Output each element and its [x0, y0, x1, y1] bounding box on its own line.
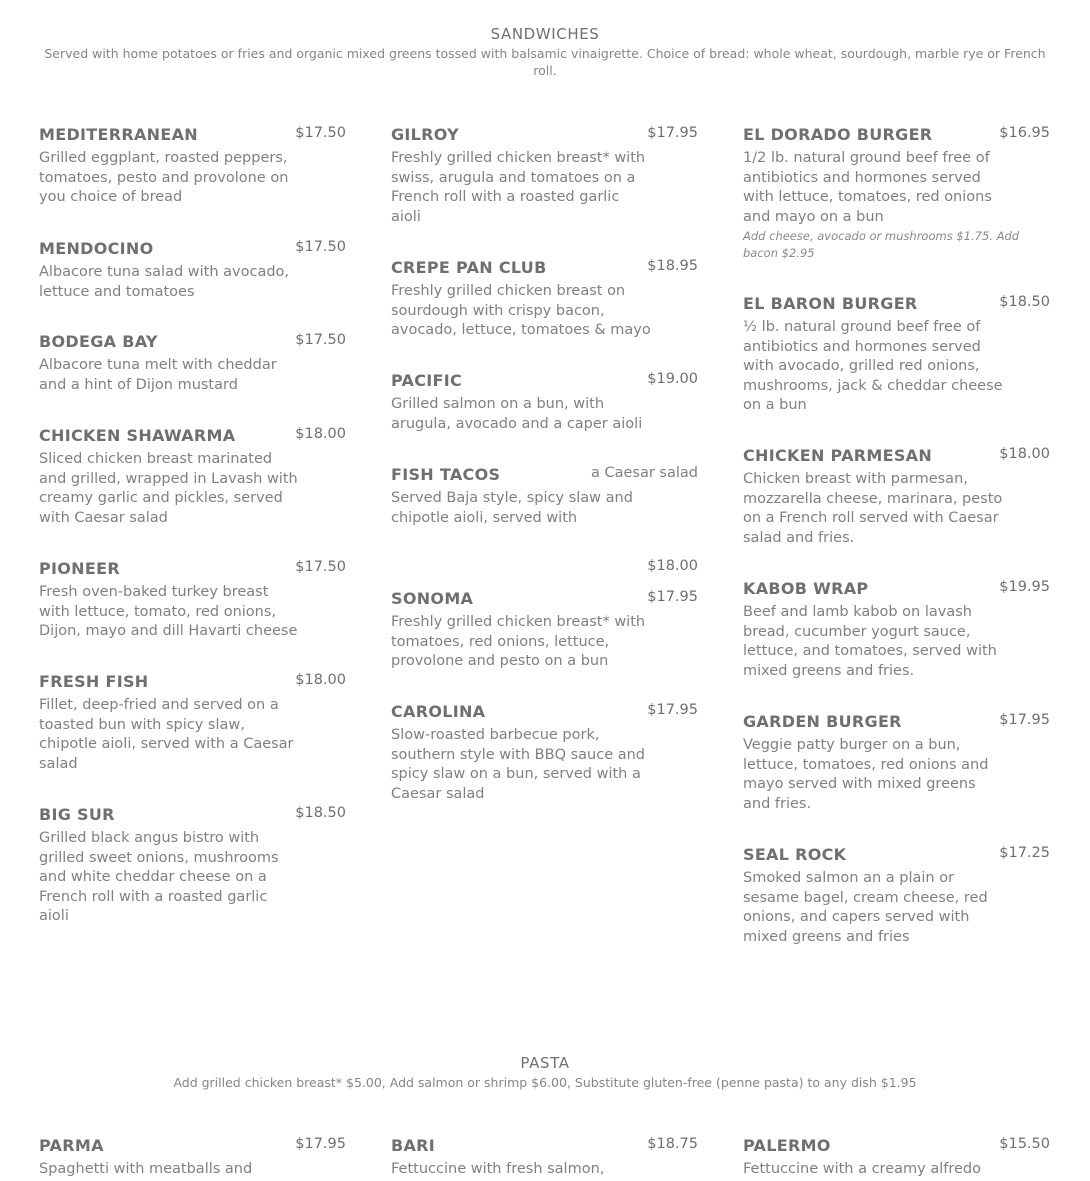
item-description: Albacore tuna melt with cheddar and a hint of Dijon mustard: [39, 357, 277, 393]
pasta-column-3: [743, 1136, 1050, 1181]
pasta-column-2: [391, 1136, 698, 1181]
item-price: $17.95: [999, 712, 1050, 728]
item-description: Grilled black angus bistro with grilled sweet onions, mushrooms and white cheddar cheese on a French roll with a roasted garlic aioli: [39, 830, 279, 924]
menu-item: [391, 371, 698, 434]
menu-item: [743, 446, 1050, 548]
menu-item: [391, 258, 698, 341]
item-name: CAROLINA: [391, 702, 486, 721]
item-note: Add cheese, avocado or mushrooms $1.75. Add bacon $2.95: [743, 229, 1020, 260]
item-price: $16.95: [999, 125, 1050, 141]
menu-item: [39, 805, 346, 927]
menu-column-3: [743, 125, 1050, 955]
item-description-tail: a Caesar salad: [591, 465, 698, 481]
item-description: Fettuccine with fresh salmon,: [391, 1161, 605, 1177]
item-description: Freshly grilled chicken breast* with tomatoes, red onions, lettuce, provolone and pesto on a bun: [391, 614, 646, 669]
menu-item: [743, 579, 1050, 681]
item-name: CREPE PAN CLUB: [391, 258, 547, 277]
menu-item: [391, 465, 698, 574]
item-name: BARI: [391, 1136, 436, 1155]
item-description: Veggie patty burger on a bun, lettuce, tomatoes, red onions and mayo served with mixed greens and fries.: [743, 737, 989, 812]
menu-item: [391, 1136, 698, 1180]
item-description: Sliced chicken breast marinated and grilled, wrapped in Lavash with creamy garlic and pickles, served with Caesar salad: [39, 451, 298, 526]
item-name: KABOB WRAP: [743, 579, 869, 598]
item-description: Albacore tuna salad with avocado, lettuce and tomatoes: [39, 264, 290, 300]
menu-item: [391, 589, 698, 672]
item-price: $18.00: [647, 558, 698, 574]
menu-column-1: [39, 125, 346, 945]
menu-item: [39, 1136, 346, 1180]
menu-column-2: [391, 125, 698, 825]
menu-item: [39, 332, 346, 395]
section-title: SANDWICHES: [490, 25, 600, 43]
menu-item: [39, 426, 346, 528]
menu-item: [743, 845, 1050, 947]
item-description: Fillet, deep-fried and served on a toasted bun with spicy slaw, chipotle aioli, served with a Caesar salad: [39, 697, 294, 772]
item-name: BODEGA BAY: [39, 332, 158, 351]
item-name: MENDOCINO: [39, 239, 154, 258]
item-price: $18.00: [295, 672, 346, 688]
item-price: $19.00: [647, 371, 698, 387]
pasta-header: [40, 1054, 1050, 1091]
menu-item: [391, 125, 698, 227]
item-description: Grilled eggplant, roasted peppers, tomatoes, pesto and provolone on you choice of bread: [39, 150, 289, 205]
item-price: $18.50: [295, 805, 346, 821]
item-price: $18.95: [647, 258, 698, 274]
item-name: PALERMO: [743, 1136, 831, 1155]
item-price: $17.50: [295, 125, 346, 141]
item-description: Grilled salmon on a bun, with arugula, avocado and a caper aioli: [391, 396, 643, 432]
item-description: Fresh oven-baked turkey breast with lettuce, tomato, red onions, Dijon, mayo and dill Havarti cheese: [39, 584, 298, 639]
sandwiches-header: [40, 25, 1050, 79]
item-name: MEDITERRANEAN: [39, 125, 198, 144]
item-name: GARDEN BURGER: [743, 712, 902, 731]
item-price: $18.00: [999, 446, 1050, 462]
section-description: Add grilled chicken breast* $5.00, Add salmon or shrimp $6.00, Substitute gluten-free (penne pasta) to any dish $1.95: [173, 1075, 917, 1090]
item-name: GILROY: [391, 125, 460, 144]
item-name: SEAL ROCK: [743, 845, 847, 864]
menu-item: [39, 559, 346, 642]
item-price: $17.50: [295, 239, 346, 255]
menu-item: [39, 672, 346, 774]
item-name: FRESH FISH: [39, 672, 149, 691]
item-name: PIONEER: [39, 559, 120, 578]
item-price: $17.50: [295, 559, 346, 575]
item-description: Chicken breast with parmesan, mozzarella cheese, marinara, pesto on a French roll served with Caesar salad and fries.: [743, 471, 1003, 546]
item-description: ½ lb. natural ground beef free of antibiotics and hormones served with avocado, grilled red onions, mushrooms, jack & cheddar cheese on a bun: [743, 319, 1003, 413]
item-name: CHICKEN SHAWARMA: [39, 426, 236, 445]
item-name: BIG SUR: [39, 805, 115, 824]
item-name: PARMA: [39, 1136, 104, 1155]
item-description: Smoked salmon an a plain or sesame bagel, cream cheese, red onions, and capers served with mixed greens and fries: [743, 870, 988, 945]
item-description: Fettuccine with a creamy alfredo: [743, 1161, 981, 1177]
item-description: Slow-roasted barbecue pork, southern style with BBQ sauce and spicy slaw on a bun, served with a Caesar salad: [391, 727, 645, 802]
item-price: $18.00: [295, 426, 346, 442]
menu-item: [743, 125, 1050, 262]
menu-item: [743, 294, 1050, 416]
item-price: $18.75: [647, 1136, 698, 1152]
item-price: $17.95: [647, 589, 698, 605]
section-title: PASTA: [520, 1054, 570, 1072]
section-description: Served with home potatoes or fries and organic mixed greens tossed with balsamic vinaigrette. Choice of bread: whole wheat, sourdough, marble rye or French roll.: [44, 46, 1046, 78]
item-price: $19.95: [999, 579, 1050, 595]
menu-item: [39, 125, 346, 208]
item-price: $17.50: [295, 332, 346, 348]
item-description: Freshly grilled chicken breast* with swiss, arugula and tomatoes on a French roll with a roasted garlic aioli: [391, 150, 646, 225]
item-price: $18.50: [999, 294, 1050, 310]
item-price: $17.95: [647, 702, 698, 718]
item-price: $17.95: [295, 1136, 346, 1152]
item-name: PACIFIC: [391, 371, 463, 390]
item-description: Beef and lamb kabob on lavash bread, cucumber yogurt sauce, lettuce, and tomatoes, served with mixed greens and fries.: [743, 604, 997, 679]
menu-item: [743, 712, 1050, 814]
item-name: FISH TACOS: [391, 465, 501, 484]
item-price: $17.25: [999, 845, 1050, 861]
menu-item: [39, 239, 346, 302]
item-name: CHICKEN PARMESAN: [743, 446, 933, 465]
menu-item: [743, 1136, 1050, 1180]
item-price: $17.95: [647, 125, 698, 141]
item-name: SONOMA: [391, 589, 474, 608]
item-name: EL DORADO BURGER: [743, 125, 933, 144]
item-description: 1/2 lb. natural ground beef free of antibiotics and hormones served with lettuce, tomatoes, red onions and mayo on a bun: [743, 150, 992, 225]
item-description: Freshly grilled chicken breast on sourdough with crispy bacon, avocado, lettuce, tomatoes & mayo: [391, 283, 651, 338]
item-price: $15.50: [999, 1136, 1050, 1152]
item-description: Spaghetti with meatballs and: [39, 1161, 253, 1177]
pasta-column-1: [39, 1136, 346, 1181]
menu-item: [391, 702, 698, 804]
item-name: EL BARON BURGER: [743, 294, 918, 313]
item-description: Served Baja style, spicy slaw and chipotle aioli, served with: [391, 490, 633, 526]
